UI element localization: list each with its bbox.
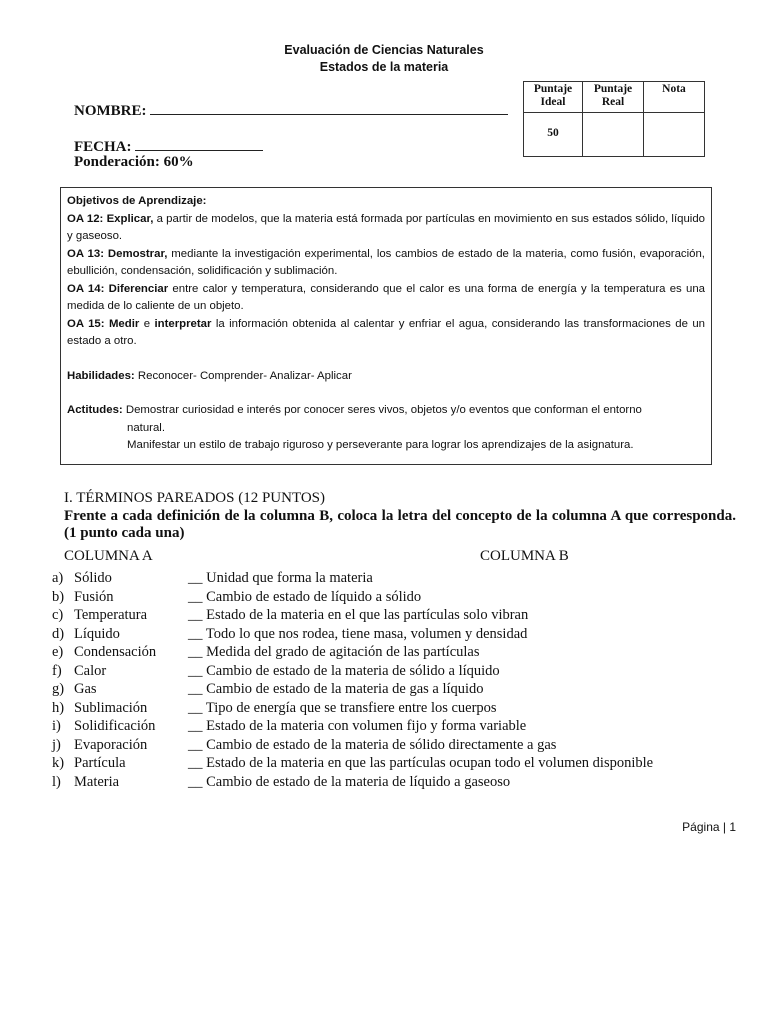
list-item: j) Evaporación [52,736,148,753]
objective-oa13: OA 13: Demostrar, mediante la investigación experimental, los cambios de estado de la materia, como fusión, evaporación, ebullición, condensación, solidificación y sublimación. [67,247,705,277]
section-instruction: Frente a cada definición de la columna B, coloca la letra del concepto de la columna A que corresponda. (1 punto cada una) [64,508,736,541]
list-item[interactable]: __ Cambio de estado de la materia de sólido a líquido [188,662,500,679]
date-row [74,136,263,156]
list-item: d) Líquido [52,625,120,642]
skills: Habilidades: Reconocer- Comprender- Analizar- Aplicar [67,369,352,382]
name-label: NOMBRE: [74,103,147,119]
score-header-ideal: Puntaje Ideal [524,82,583,113]
attitudes-line3: Manifestar un estilo de trabajo riguroso y perseverante para lograr los aprendizajes de la asignatura. [127,439,634,451]
name-row [74,100,508,120]
objective-oa15: OA 15: Medir e interpretar la información obtenida al calentar y enfriar el agua, considerando las transformaciones de un estado a otro. [67,317,705,347]
document-title: Evaluación de Ciencias Naturales [284,43,484,57]
list-item[interactable]: __ Cambio de estado de la materia de gas a líquido [188,681,484,697]
column-a-title: COLUMNA A [64,548,153,564]
column-a-list [52,569,156,791]
date-label: FECHA: [74,139,132,155]
section-title: I. TÉRMINOS PAREADOS (12 PUNTOS) [64,490,326,506]
list-item[interactable]: __ Cambio de estado de la materia de sólido directamente a gas [188,736,557,753]
score-ideal-value: 50 [524,113,583,157]
list-item[interactable]: __ Estado de la materia en que las partículas ocupan todo el volumen disponible [188,755,654,771]
score-grade-value[interactable] [644,113,705,157]
list-item[interactable]: __ Unidad que forma la materia [188,570,373,586]
score-header-grade: Nota [644,82,705,113]
list-item: e) Condensación [52,644,157,660]
list-item[interactable]: __ Cambio de estado de la materia de líquido a gaseoso [188,773,511,790]
list-item: k) Partícula [52,755,126,771]
score-header-real: Puntaje Real [583,82,644,113]
list-item: i) Solidificación [52,718,156,734]
list-item: l) Materia [52,773,120,790]
weighting: Ponderación: 60% [74,154,194,170]
column-b-list [188,569,653,791]
list-item: g) Gas [52,681,97,697]
list-item[interactable]: __ Cambio de estado de líquido a sólido [188,588,422,605]
objectives-heading: Objetivos de Aprendizaje: [67,195,207,207]
objective-oa12: OA 12: Explicar, a partir de modelos, que la materia está formada por partículas en movimiento en sus estados sólido, líquido y gaseoso. [67,212,705,242]
score-table [523,81,705,157]
list-item[interactable]: __ Estado de la materia con volumen fijo y forma variable [188,718,527,734]
objectives-box [60,187,712,465]
list-item: h) Sublimación [52,699,148,716]
list-item: f) Calor [52,662,107,679]
column-b-title: COLUMNA B [480,548,569,564]
list-item[interactable]: __ Medida del grado de agitación de las partículas [188,644,480,660]
date-field[interactable] [135,136,263,151]
attitudes-line2: natural. [127,421,165,434]
list-item: b) Fusión [52,588,114,605]
page-number: Página | 1 [682,820,736,834]
document-subtitle: Estados de la materia [319,60,449,74]
objective-oa14: OA 14: Diferenciar entre calor y temperatura, considerando que el calor es una forma de energía y la temperatura es una medida de lo caliente de un objeto. [67,282,705,312]
list-item[interactable]: __ Estado de la materia en el que las partículas solo vibran [188,607,529,623]
score-real-value[interactable] [583,113,644,157]
name-field[interactable] [150,100,508,115]
list-item[interactable]: __ Todo lo que nos rodea, tiene masa, volumen y densidad [188,625,528,642]
list-item: c) Temperatura [52,607,148,623]
list-item: a) Sólido [52,570,112,586]
attitudes: Actitudes: Demostrar curiosidad e interés por conocer seres vivos, objetos y/o eventos que conforman el entorno [67,404,642,416]
list-item[interactable]: __ Tipo de energía que se transfiere entre los cuerpos [188,699,497,716]
